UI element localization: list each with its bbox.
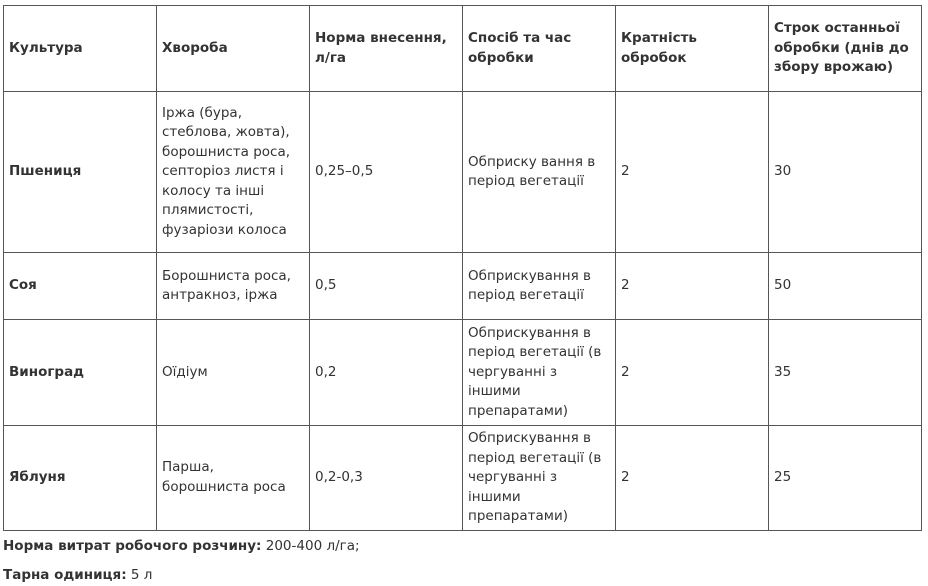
cell-disease: Іржа (бура, стеблова, жовта), борошниста роса, септоріоз листя і колосу та інші плямистості, фузаріози колоса [157, 92, 310, 253]
cell-rate: 0,5 [310, 253, 463, 320]
cell-crop: Пшениця [4, 92, 157, 253]
table-header-row [4, 6, 922, 92]
table-row [4, 253, 922, 320]
cell-method: Обприску вання в період вегетації [463, 92, 616, 253]
solution-rate-line [3, 537, 360, 555]
cell-method: Обприскування в період вегетації (в чергуванні з іншими препаратами) [463, 320, 616, 426]
package-unit-label: Тарна одиниця: [3, 567, 127, 583]
header-method: Спосіб та час обробки [463, 6, 616, 92]
cell-days: 30 [769, 92, 922, 253]
application-table [3, 5, 922, 531]
cell-times: 2 [616, 253, 769, 320]
table-row [4, 426, 922, 531]
cell-days: 50 [769, 253, 922, 320]
cell-rate: 0,25–0,5 [310, 92, 463, 253]
cell-days: 35 [769, 320, 922, 426]
header-times: Кратність обробок [616, 6, 769, 92]
cell-crop: Виноград [4, 320, 157, 426]
package-unit-value: 5 л [130, 567, 153, 583]
cell-times: 2 [616, 426, 769, 531]
cell-disease: Борошниста роса, антракноз, іржа [157, 253, 310, 320]
cell-method: Обприскування в період вегетації [463, 253, 616, 320]
solution-rate-label: Норма витрат робочого розчину: [3, 538, 262, 554]
table-row [4, 92, 922, 253]
solution-rate-value: 200-400 л/га; [265, 538, 360, 554]
header-rate: Норма внесення, л/га [310, 6, 463, 92]
package-unit-line [3, 566, 152, 584]
header-crop: Культура [4, 6, 157, 92]
cell-times: 2 [616, 320, 769, 426]
header-days: Строк останньої обробки (днів до збору врожаю) [769, 6, 922, 92]
cell-disease: Оїдіум [157, 320, 310, 426]
cell-method: Обприскування в період вегетації (в чергуванні з іншими препаратами) [463, 426, 616, 531]
table-row [4, 320, 922, 426]
cell-days: 25 [769, 426, 922, 531]
cell-crop: Яблуня [4, 426, 157, 531]
cell-rate: 0,2 [310, 320, 463, 426]
cell-times: 2 [616, 92, 769, 253]
cell-rate: 0,2-0,3 [310, 426, 463, 531]
header-disease: Хвороба [157, 6, 310, 92]
cell-crop: Соя [4, 253, 157, 320]
cell-disease: Парша, борошниста роса [157, 426, 310, 531]
